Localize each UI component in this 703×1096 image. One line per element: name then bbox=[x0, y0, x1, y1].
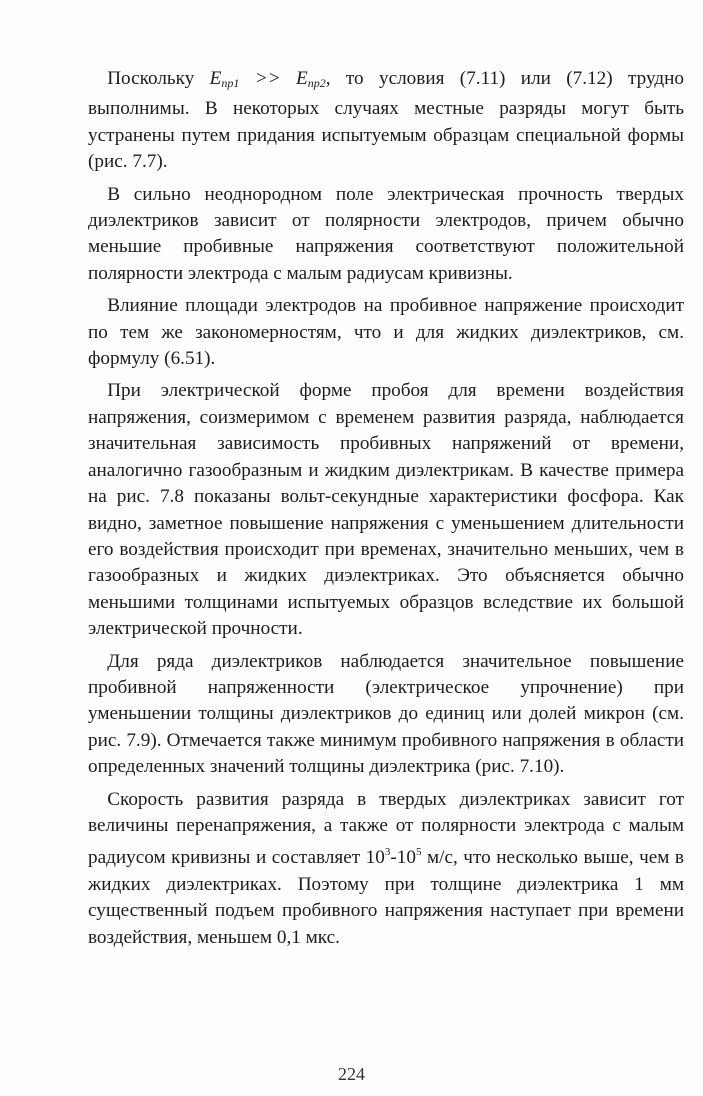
paragraph-3-text: Влияние площади электродов на пробивное напряжение происходит по тем же закономерностям, что и для жидких диэлектриков, см. формулу (6.51). bbox=[88, 295, 684, 370]
paragraph-5 bbox=[88, 649, 684, 781]
superscript-1: 3 bbox=[384, 846, 391, 859]
superscript-2: 5 bbox=[415, 846, 422, 859]
symbol-e-2: E bbox=[296, 68, 308, 89]
paragraph-1-text-a: Поскольку bbox=[107, 68, 210, 89]
paragraph-3 bbox=[88, 293, 684, 372]
paragraph-1 bbox=[88, 66, 684, 176]
paragraph-6-text-a: Скорость развития разряда в твердых диэлектриках зависит гот величины перенапряжения, а также от полярности электрода с малым радиусом кривизны и составляет 10 bbox=[88, 788, 684, 869]
paragraph-6-text-b: -10 bbox=[390, 847, 416, 869]
body-text bbox=[88, 66, 684, 957]
page-number: 224 bbox=[338, 1064, 365, 1084]
operator-much-greater: >> bbox=[239, 68, 297, 89]
symbol-e-1: E bbox=[209, 68, 222, 89]
subscript-1: пр1 bbox=[221, 76, 240, 90]
paragraph-4-text: При электрической форме пробоя для времени воздействия напряжения, соизмеримом с временем развития разряда, наблюдается значительная зависимость пробивных напряжений от времени, аналогично газообразным и жидким диэлектрикам. В качестве примера на рис. 7.8 показаны вольт-секундные характеристики фосфора. Как видно, заметное повышение напряжения с уменьшением длительности его воздействия происходит при временах, значительно меньших, чем в газообразных и жидких диэлектриках. Это объясняется обычно меньшими толщинами испытуемых образцов вследствие их большой электрической прочности. bbox=[88, 380, 684, 640]
paragraph-6 bbox=[88, 787, 684, 951]
paragraph-4 bbox=[88, 378, 684, 642]
paragraph-2 bbox=[88, 182, 684, 288]
paragraph-6-text-c: м/с, что несколько выше, чем в жидких диэлектриках. Поэтому при толщине диэлектрика 1 мм существенный подъем пробивного напряжения наступает при времени воздействия, меньшем 0,1 мкс. bbox=[88, 847, 684, 948]
paragraph-2-text: В сильно неоднородном поле электрическая прочность твердых диэлектриков зависит от полярности электродов, причем обычно меньшие пробивные напряжения соответствуют положительной полярности электрода с малым радиусам кривизны. bbox=[88, 183, 684, 284]
paragraph-1-text-b: , то условия (7.11) или (7.12) трудно выполнимы. В некоторых случаях местные разряды могут быть устранены путем придания испытуемым образцам специальной формы (рис. 7.7). bbox=[88, 68, 684, 173]
paragraph-5-text: Для ряда диэлектриков наблюдается значительное повышение пробивной напряженности (электрическое упрочнение) при уменьшении толщины диэлектриков до единиц или долей микрон (см. рис. 7.9). Отмечается также минимум пробивного напряжения в области определенных значений толщины диэлектрика (рис. 7.10). bbox=[88, 650, 684, 778]
subscript-2: пр2 bbox=[307, 76, 326, 90]
